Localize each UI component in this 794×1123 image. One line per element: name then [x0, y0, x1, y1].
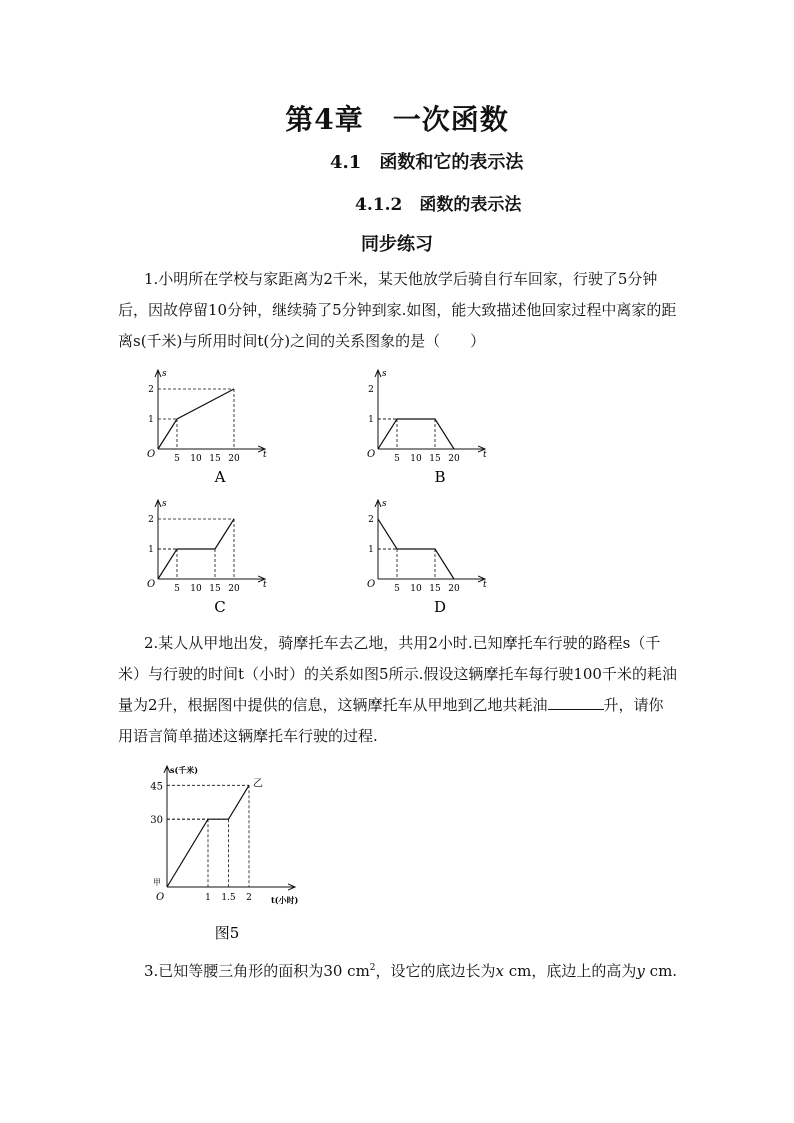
- question-3-part2: ，设它的底边长为: [375, 962, 496, 980]
- y-tick-label: 2: [148, 515, 154, 525]
- y-tick-label: 2: [368, 515, 374, 525]
- superscript-2: 2: [369, 963, 376, 973]
- x-tick-label: 10: [190, 584, 202, 594]
- start-label: 甲: [153, 878, 161, 887]
- origin-label: O: [367, 449, 376, 460]
- question-2-text-before: 2.某人从甲地出发，骑摩托车去乙地，共用2小时.已知摩托车行驶的路程s（千米）与行驶的时间t（小时）的关系如图5所示.假设这辆摩托车每行驶100千米的耗油量为2升，根据图中提供的信息，这辆摩托车从甲地到乙地共耗油: [118, 634, 677, 714]
- x-tick-label: 20: [228, 454, 240, 464]
- y-axis-label: s: [162, 499, 167, 509]
- section-title: 4.1 函数和它的表示法: [330, 152, 524, 173]
- question-1-text: 1.小明所在学校与家距离为2千米，某天他放学后骑自行车回家，行驶了5分钟后，因故停留10分钟，继续骑了5分钟到家.如图，能大致描述他回家过程中离家的距离s(千米)与所用时间t(分)之间的关系图象的是（ ）: [118, 270, 677, 350]
- y-tick-label: 1: [368, 415, 374, 425]
- graph-line: [378, 419, 454, 449]
- x-tick-label: 5: [174, 454, 180, 464]
- question-3-part4: cm.: [644, 962, 678, 980]
- x-tick-label: 5: [394, 454, 400, 464]
- question-3-part3: cm，底边上的高为: [504, 962, 637, 980]
- graph-label: D: [433, 598, 447, 616]
- variable-x: x: [495, 962, 505, 980]
- x-tick-label: 15: [429, 584, 441, 594]
- y-axis-label: s(千米): [170, 765, 199, 775]
- answer-blank[interactable]: [548, 695, 604, 710]
- x-axis-label: t: [263, 580, 267, 590]
- y-tick-label: 1: [148, 415, 154, 425]
- x-tick-label: 5: [394, 584, 400, 594]
- origin-label: O: [156, 892, 165, 903]
- figure-5-graph: [140, 760, 320, 950]
- y-tick-label: 45: [150, 781, 163, 793]
- x-tick-label: 1.5: [221, 893, 236, 903]
- graph-c: [140, 494, 280, 622]
- end-label: 乙: [253, 778, 263, 790]
- y-tick-label: 1: [148, 545, 154, 555]
- question-2-text: [118, 628, 678, 752]
- graph-a: [140, 364, 280, 492]
- y-tick-label: 30: [150, 815, 163, 827]
- graph-d: [360, 494, 500, 622]
- chapter-title: 第4章 一次函数: [285, 103, 509, 136]
- y-tick-label: 2: [148, 385, 154, 395]
- x-tick-label: 20: [228, 584, 240, 594]
- origin-label: O: [367, 579, 376, 590]
- x-tick-label: 15: [209, 454, 221, 464]
- x-tick-label: 20: [448, 454, 460, 464]
- graph-label: A: [214, 468, 226, 486]
- question-3-text: [118, 953, 678, 987]
- x-tick-label: 5: [174, 584, 180, 594]
- x-tick-label: 15: [209, 584, 221, 594]
- figure-caption: 图5: [214, 924, 240, 942]
- exercise-title: 同步练习: [361, 234, 433, 255]
- x-tick-label: 20: [448, 584, 460, 594]
- x-axis-label: t: [263, 450, 267, 460]
- x-axis-label: t: [483, 580, 487, 590]
- y-axis-label: s: [382, 499, 387, 509]
- y-axis-label: s: [162, 369, 167, 379]
- graph-label: B: [434, 468, 446, 486]
- question-3-part1: 3.已知等腰三角形的面积为30 cm: [144, 962, 370, 980]
- y-axis-label: s: [382, 369, 387, 379]
- x-axis-label: t: [483, 450, 487, 460]
- graph-label: C: [214, 598, 226, 616]
- origin-label: O: [147, 579, 156, 590]
- graph-b: [360, 364, 500, 492]
- x-tick-label: 10: [190, 454, 202, 464]
- x-axis-label: t(小时): [271, 895, 299, 905]
- x-tick-label: 2: [246, 893, 252, 903]
- x-tick-label: 10: [410, 454, 422, 464]
- x-tick-label: 1: [205, 893, 211, 903]
- y-tick-label: 1: [368, 545, 374, 555]
- y-tick-label: 2: [368, 385, 374, 395]
- variable-y: y: [636, 962, 645, 980]
- question-2-text-after: 升，请你用语言简单描述这辆摩托车行驶的过程.: [118, 696, 664, 745]
- origin-label: O: [147, 449, 156, 460]
- x-tick-label: 10: [410, 584, 422, 594]
- subsection-title: 4.1.2 函数的表示法: [355, 195, 522, 215]
- x-tick-label: 15: [429, 454, 441, 464]
